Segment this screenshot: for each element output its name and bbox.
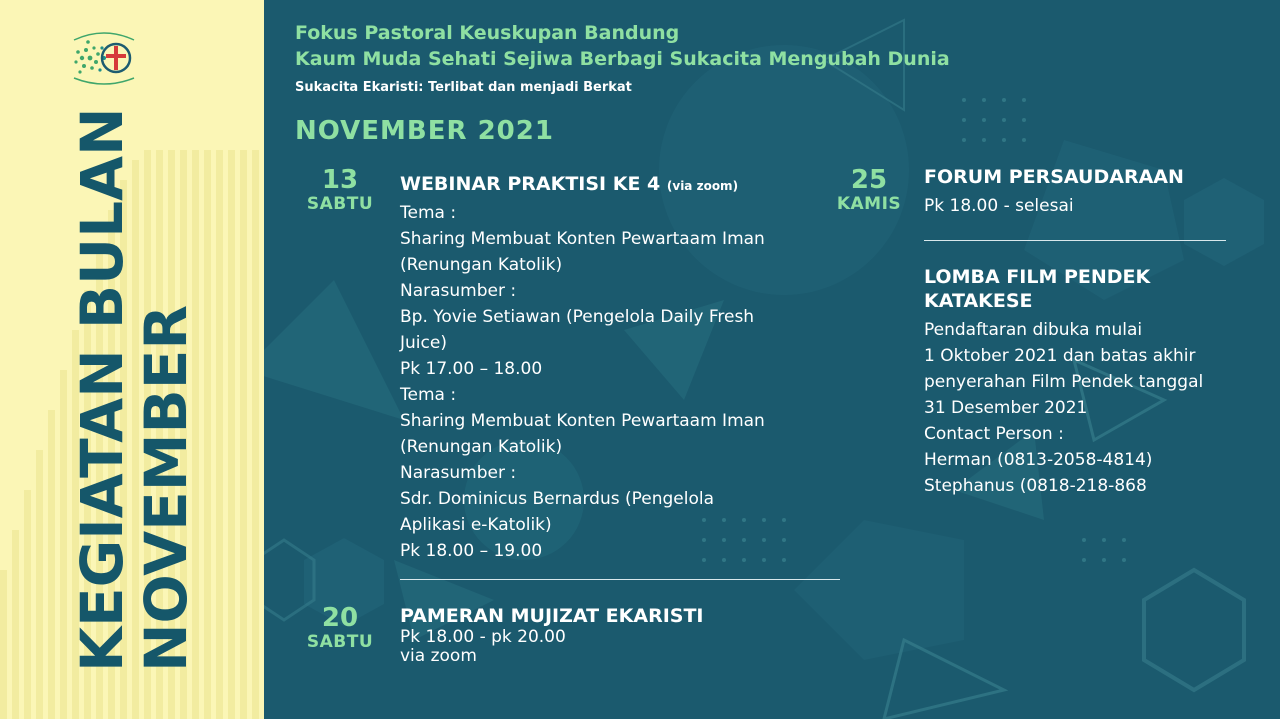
event-pameran [400,604,704,666]
event-line: 31 Desember 2021 [924,398,1088,418]
event-title-text: WEBINAR PRAKTISI KE 4 [400,173,661,195]
event-title-note: (via zoom) [666,179,739,193]
event-line: Narasumber : [400,463,517,483]
date-number: 25 [850,165,888,195]
vertical-title [68,107,200,672]
event-forum [924,165,1184,219]
event-line: Narasumber : [400,281,517,301]
event-line: Tema : [400,203,457,223]
event-title-line2: KATAKESE [924,290,1033,312]
left-strip [0,0,264,719]
date-number: 20 [321,603,359,633]
event-line: penyerahan Film Pendek tanggal [924,372,1204,392]
diocese-logo-icon [68,28,140,88]
date-day: KAMIS [836,194,902,214]
schedule-panel [264,0,1280,719]
header-line1: Fokus Pastoral Keuskupan Bandung [295,22,680,44]
event-line: Juice) [400,333,447,353]
vertical-title-line2: NOVEMBER [132,304,200,672]
event-line: 1 Oktober 2021 dan batas akhir [924,346,1196,366]
date-day: SABTU [306,632,374,652]
event-line: Contact Person : [924,424,1064,444]
event-line: via zoom [400,646,477,666]
event-line: Pk 17.00 – 18.00 [400,359,543,379]
event-title: PAMERAN MUJIZAT EKARISTI [400,605,704,627]
event-line: Pk 18.00 – 19.00 [400,541,543,561]
event-title-line1: LOMBA FILM PENDEK [924,266,1151,288]
event-title [400,172,765,198]
vertical-title-line1: KEGIATAN BULAN [68,107,136,672]
event-line: Bp. Yovie Setiawan (Pengelola Daily Fresh [400,307,755,327]
event-line: (Renungan Katolik) [400,255,563,275]
date-25 [824,166,914,214]
event-line: Aplikasi e-Katolik) [400,515,552,535]
divider-right [924,240,1226,241]
event-line: Stephanus (0818-218-868 [924,476,1147,496]
event-line: Pk 18.00 - pk 20.00 [400,627,566,647]
event-webinar [400,172,765,564]
event-lomba [924,265,1203,499]
event-title: FORUM PERSAUDARAAN [924,166,1184,188]
date-number: 13 [321,165,359,195]
event-line: (Renungan Katolik) [400,437,563,457]
divider-left [400,579,840,580]
header [295,20,950,98]
event-line: Sdr. Dominicus Bernardus (Pengelola [400,489,715,509]
date-day: SABTU [306,194,374,214]
header-line3: Sukacita Ekaristi: Terlibat dan menjadi Berkat [295,80,632,95]
date-13 [295,166,385,214]
month-heading: NOVEMBER 2021 [295,116,554,146]
event-line: Pk 18.00 - selesai [924,196,1074,216]
date-20 [295,604,385,652]
event-line: Pendaftaran dibuka mulai [924,320,1143,340]
header-line2: Kaum Muda Sehati Sejiwa Berbagi Sukacita Mengubah Dunia [295,48,950,70]
event-line: Sharing Membuat Konten Pewartaam Iman [400,229,765,249]
event-line: Herman (0813-2058-4814) [924,450,1153,470]
event-line: Sharing Membuat Konten Pewartaam Iman [400,411,765,431]
event-line: Tema : [400,385,457,405]
